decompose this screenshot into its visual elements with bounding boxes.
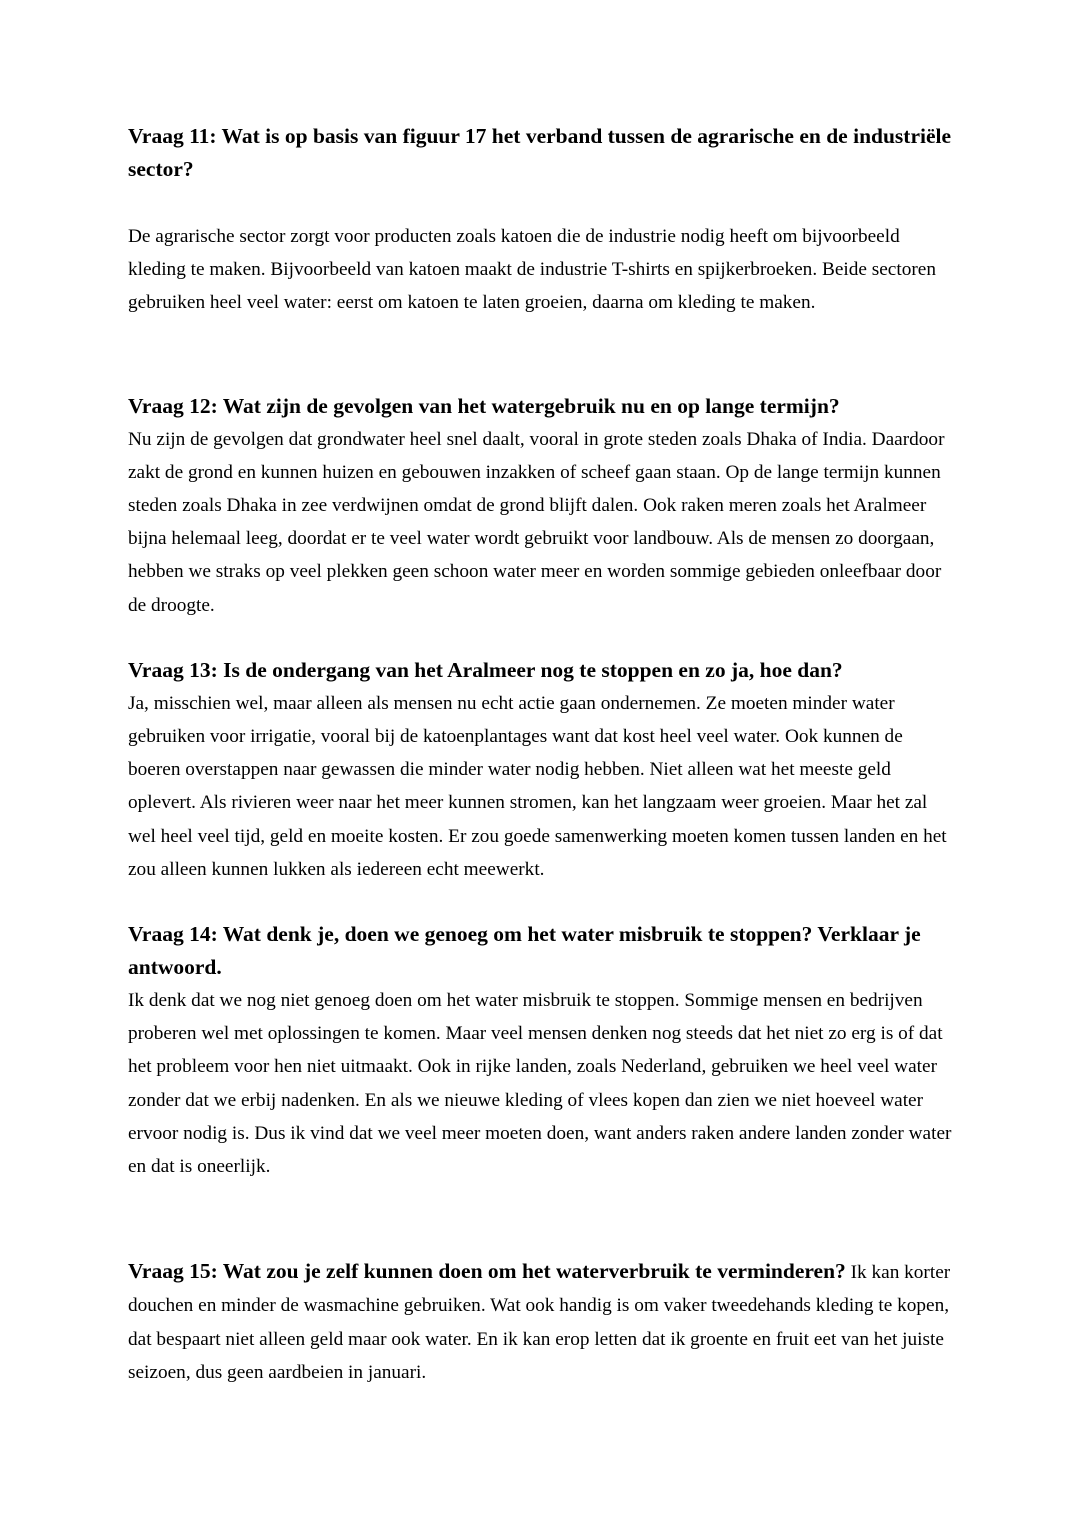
- qa-block-vraag-15: [128, 1255, 952, 1389]
- question-answer-14: Ik denk dat we nog niet genoeg doen om het water misbruik te stoppen. Sommige mensen en bedrijven proberen wel met oplossingen te komen. Maar veel mensen denken nog steeds dat het niet zo erg is of dat het probleem voor hen niet uitmaakt. Ook in rijke landen, zoals Nederland, gebruiken we heel veel water zonder dat we erbij nadenken. En als we nieuwe kleding of vlees kopen dan zien we niet hoeveel water ervoor nodig is. Dus ik vind dat we veel meer moeten doen, want anders raken andere landen zonder water en dat is oneerlijk.: [128, 990, 952, 1178]
- spacer-before-vraag-14: [128, 886, 952, 918]
- spacer-before-vraag-12: [128, 320, 952, 390]
- spacer-before-vraag-15: [128, 1183, 952, 1255]
- question-inline-15: [128, 1255, 952, 1389]
- question-heading-12: Vraag 12: Wat zijn de gevolgen van het watergebruik nu en op lange termijn?: [128, 393, 840, 418]
- spacer-after-heading-11: [128, 186, 952, 220]
- qa-block-vraag-11: [128, 120, 952, 320]
- document-content: [128, 120, 952, 1389]
- question-heading-11: Vraag 11: Wat is op basis van figuur 17 het verband tussen de agrarische en de industriële sector?: [128, 124, 952, 181]
- question-answer-13: Ja, misschien wel, maar alleen als mensen nu echt actie gaan ondernemen. Ze moeten minder water gebruiken voor irrigatie, vooral bij de katoenplantages want dat kost heel veel water. Ook kunnen de boeren overstappen naar gewassen die minder water nodig hebben. Niet alleen wat het meeste geld oplevert. Als rivieren weer naar het meer kunnen stromen, kan het langzaam weer groeien. Maar het zal wel heel veel tijd, geld en moeite kosten. Er zou goede samenwerking moeten komen tussen landen en het zou alleen kunnen lukken als iedereen echt meewerkt.: [128, 692, 947, 880]
- question-answer-15: Ik kan korter douchen en minder de wasmachine gebruiken. Wat ook handig is om vaker tweedehands kleding te kopen, dat bespaart niet alleen geld maar ook water. En ik kan erop letten dat ik groente en fruit eet van het juiste seizoen, dus geen aardbeien in januari.: [128, 1262, 951, 1383]
- spacer-before-vraag-13: [128, 622, 952, 654]
- question-answer-11: De agrarische sector zorgt voor producten zoals katoen die de industrie nodig heeft om bijvoorbeeld kleding te maken. Bijvoorbeeld van katoen maakt de industrie T-shirts en spijkerbroeken. Beide sectoren gebruiken heel veel water: eerst om katoen te laten groeien, daarna om kleding te maken.: [128, 226, 936, 314]
- question-heading-13: Vraag 13: Is de ondergang van het Aralmeer nog te stoppen en zo ja, hoe dan?: [128, 657, 843, 682]
- qa-block-vraag-13: [128, 654, 952, 886]
- question-heading-14: Vraag 14: Wat denk je, doen we genoeg om het water misbruik te stoppen? Verklaar je antwoord.: [128, 922, 921, 980]
- qa-block-vraag-12: [128, 390, 952, 622]
- question-answer-12: Nu zijn de gevolgen dat grondwater heel snel daalt, vooral in grote steden zoals Dhaka of India. Daardoor zakt de grond en kunnen huizen en gebouwen inzakken of scheef gaan staan. Op de lange termijn kunnen steden zoals Dhaka in zee verdwijnen omdat de grond blijft dalen. Ook raken meren zoals het Aralmeer bijna helemaal leeg, doordat er te veel water wordt gebruikt voor landbouw. Als de mensen zo doorgaan, hebben we straks op veel plekken geen schoon water meer en worden sommige gebieden onleefbaar door de droogte.: [128, 428, 945, 616]
- qa-block-vraag-14: [128, 918, 952, 1183]
- question-heading-15: Vraag 15: Wat zou je zelf kunnen doen om het waterverbruik te verminderen?: [128, 1259, 846, 1284]
